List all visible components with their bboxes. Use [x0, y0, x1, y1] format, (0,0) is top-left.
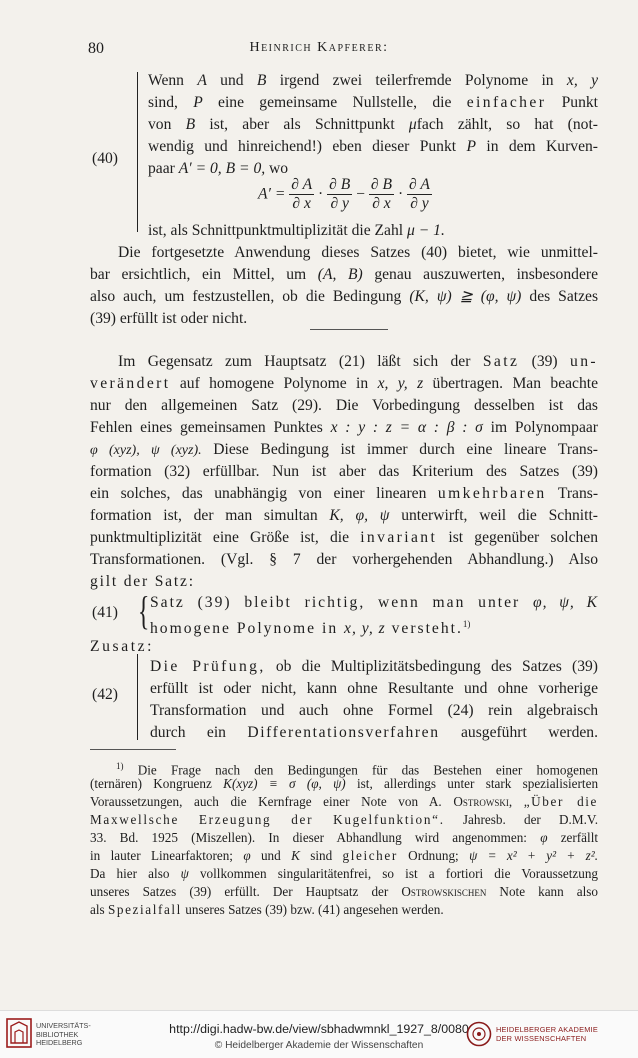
eq41-brace: { — [137, 588, 150, 633]
copyright-notice: © Heidelberger Akademie der Wissenschaften — [214, 1040, 424, 1051]
para1-line-1: Die fortgesetzte Anwendung dieses Satzes (40) bietet, wie unmittel- — [118, 244, 598, 261]
para2-line-10: Transformationen. (Vgl. § 7 der vorhergehenden Abhandlung.) Also — [90, 551, 598, 568]
para2-line-6: formation (32) erfüllbar. Nun ist aber das Kriterium des Satzes (39) — [90, 463, 598, 480]
footnote-line-1: $^{1)}$ Die Frage nach den Bedingungen für das Bestehen einer homogenen — [116, 761, 598, 778]
para2-line-4: Fehlen eines gemeinsamen Punktes x : y : z = α : β : σ im Polynompaar — [90, 419, 598, 436]
footnote-line-7: Da hier also ψ vollkommen singularitätenfrei, so ist a fortiori die Voraussetzung — [90, 866, 599, 881]
footnote-line-6: in lauter Linearfaktoren; φ und K sind gleicher Ordnung; ψ = x² + y² + z². — [90, 848, 599, 863]
zusatz-heading: Zusatz: — [90, 638, 155, 655]
footnote-line-3: Voraussetzungen, auch die Kernfrage einer Note von A. Ostrowski, „Über die — [90, 794, 599, 809]
footnote-rule — [90, 749, 176, 750]
page-number: 80 — [88, 40, 104, 57]
footnote-line-2: (ternären) Kongruenz K(xyz) ≡ σ (φ, ψ) ist, allerdings unter stark spezialisierten — [90, 776, 599, 791]
para2-line-7: ein solches, das unabhängig von einer linearen umkehrbaren Trans- — [90, 485, 599, 502]
para1-line-3: also auch, um festzustellen, ob die Bedingung (K, ψ) ≧ (φ, ψ) des Satzes — [90, 288, 599, 305]
academy-name: HEIDELBERGER AKADEMIE DER WISSENSCHAFTEN — [496, 1025, 598, 1044]
eq42-line-3: Transformation und auch ohne Formel (24) rein algebraisch — [150, 702, 598, 719]
eq41-label: (41) — [92, 604, 118, 621]
eq40-line-3: von B ist, aber als Schnittpunkt μfach zählt, so hat (not- — [148, 116, 598, 133]
para1-line-2: bar ersichtlich, ein Mittel, um (A, B) genau auszuwerten, insbesondere — [90, 266, 598, 283]
section-rule — [310, 329, 388, 330]
university-library-name: UNIVERSITÄTS- BIBLIOTHEK HEIDELBERG — [36, 1021, 91, 1048]
para2-line-9: punktmultiplizität eine Größe ist, die invariant ist gegenüber solchen — [90, 529, 599, 546]
eq42-line-4: durch ein Differentationsverfahren ausgeführt werden. — [150, 724, 598, 741]
eq40-line-2: sind, P eine gemeinsame Nullstelle, die einfacher Punkt — [148, 94, 598, 111]
eq40-line-1: Wenn A und B irgend zwei teilerfremde Polynome in x, y — [148, 72, 598, 89]
eq41-line-2: homogene Polynome in x, y, z versteht.$^{1)}$ — [150, 619, 471, 638]
eq42-brace — [137, 654, 138, 740]
eq41-line-1: Satz (39) bleibt richtig, wenn man unter φ, ψ, K — [150, 594, 598, 611]
footnote-line-4: Maxwellsche Erzeugung der Kugelfunktion“. Jahresb. der D.M.V. — [90, 812, 598, 827]
para2-line-3: nur den allgemeinen Satz (29). Die Vorbedingung desselben ist das — [90, 397, 598, 414]
para2-line-8: formation ist, der man simultan K, φ, ψ unterwirft, weil die Schnitt- — [90, 507, 598, 524]
footnote-line-9: als Spezialfall unseres Satzes (39) bzw. (41) angesehen werden. — [90, 902, 444, 917]
running-head: Heinrich Kapferer: — [249, 40, 389, 55]
eq40-line-6: ist, als Schnittpunktmultiplizität die Zahl μ − 1. — [148, 222, 445, 239]
para2-line-11: gilt der Satz: — [90, 573, 195, 590]
eq40-formula: A′ = $\frac{\partial A}{\partial x}$ · $\frac{\partial B}{\partial y}$ − $\frac{\partial B}{\partial x}$ · $\frac{\partial A}{\partial y}$ — [258, 176, 430, 212]
para2-line-2: verändert auf homogene Polynome in x, y, z übertragen. Man beachte — [90, 375, 599, 392]
eq40-brace — [137, 72, 138, 232]
academy-logo-icon[interactable] — [466, 1021, 492, 1047]
eq40-line-5: paar A′ = 0, B = 0, wo — [148, 160, 289, 177]
para2-line-5: φ (xyz), ψ (xyz). Diese Bedingung ist immer durch eine lineare Trans- — [90, 441, 598, 458]
eq42-label: (42) — [92, 686, 118, 703]
para1-line-4: (39) erfüllt ist oder nicht. — [90, 310, 248, 327]
eq40-line-4: wendig und hinreichend!) eben dieser Punkt P in dem Kurven- — [148, 138, 598, 155]
source-url-link[interactable]: http://digi.hadw-bw.de/view/sbhadwmnkl_1927_8/0080 — [169, 1022, 469, 1036]
eq42-line-1: Die Prüfung, ob die Multiplizitätsbedingung des Satzes (39) — [150, 658, 598, 675]
footnote-line-8: unseres Satzes (39) erfüllt. Der Hauptsatz der Ostrowskischen Note kann also — [90, 884, 599, 899]
footnote-line-5: 33. Bd. 1925 (Miszellen). In dieser Abhandlung wird angenommen: φ zerfällt — [90, 830, 599, 845]
para2-line-1: Im Gegensatz zum Hauptsatz (21) läßt sich der Satz (39) un- — [118, 353, 598, 370]
eq40-label: (40) — [92, 150, 118, 167]
eq42-line-2: erfüllt ist oder nicht, kann ohne Resultante und ohne vorherige — [150, 680, 598, 697]
